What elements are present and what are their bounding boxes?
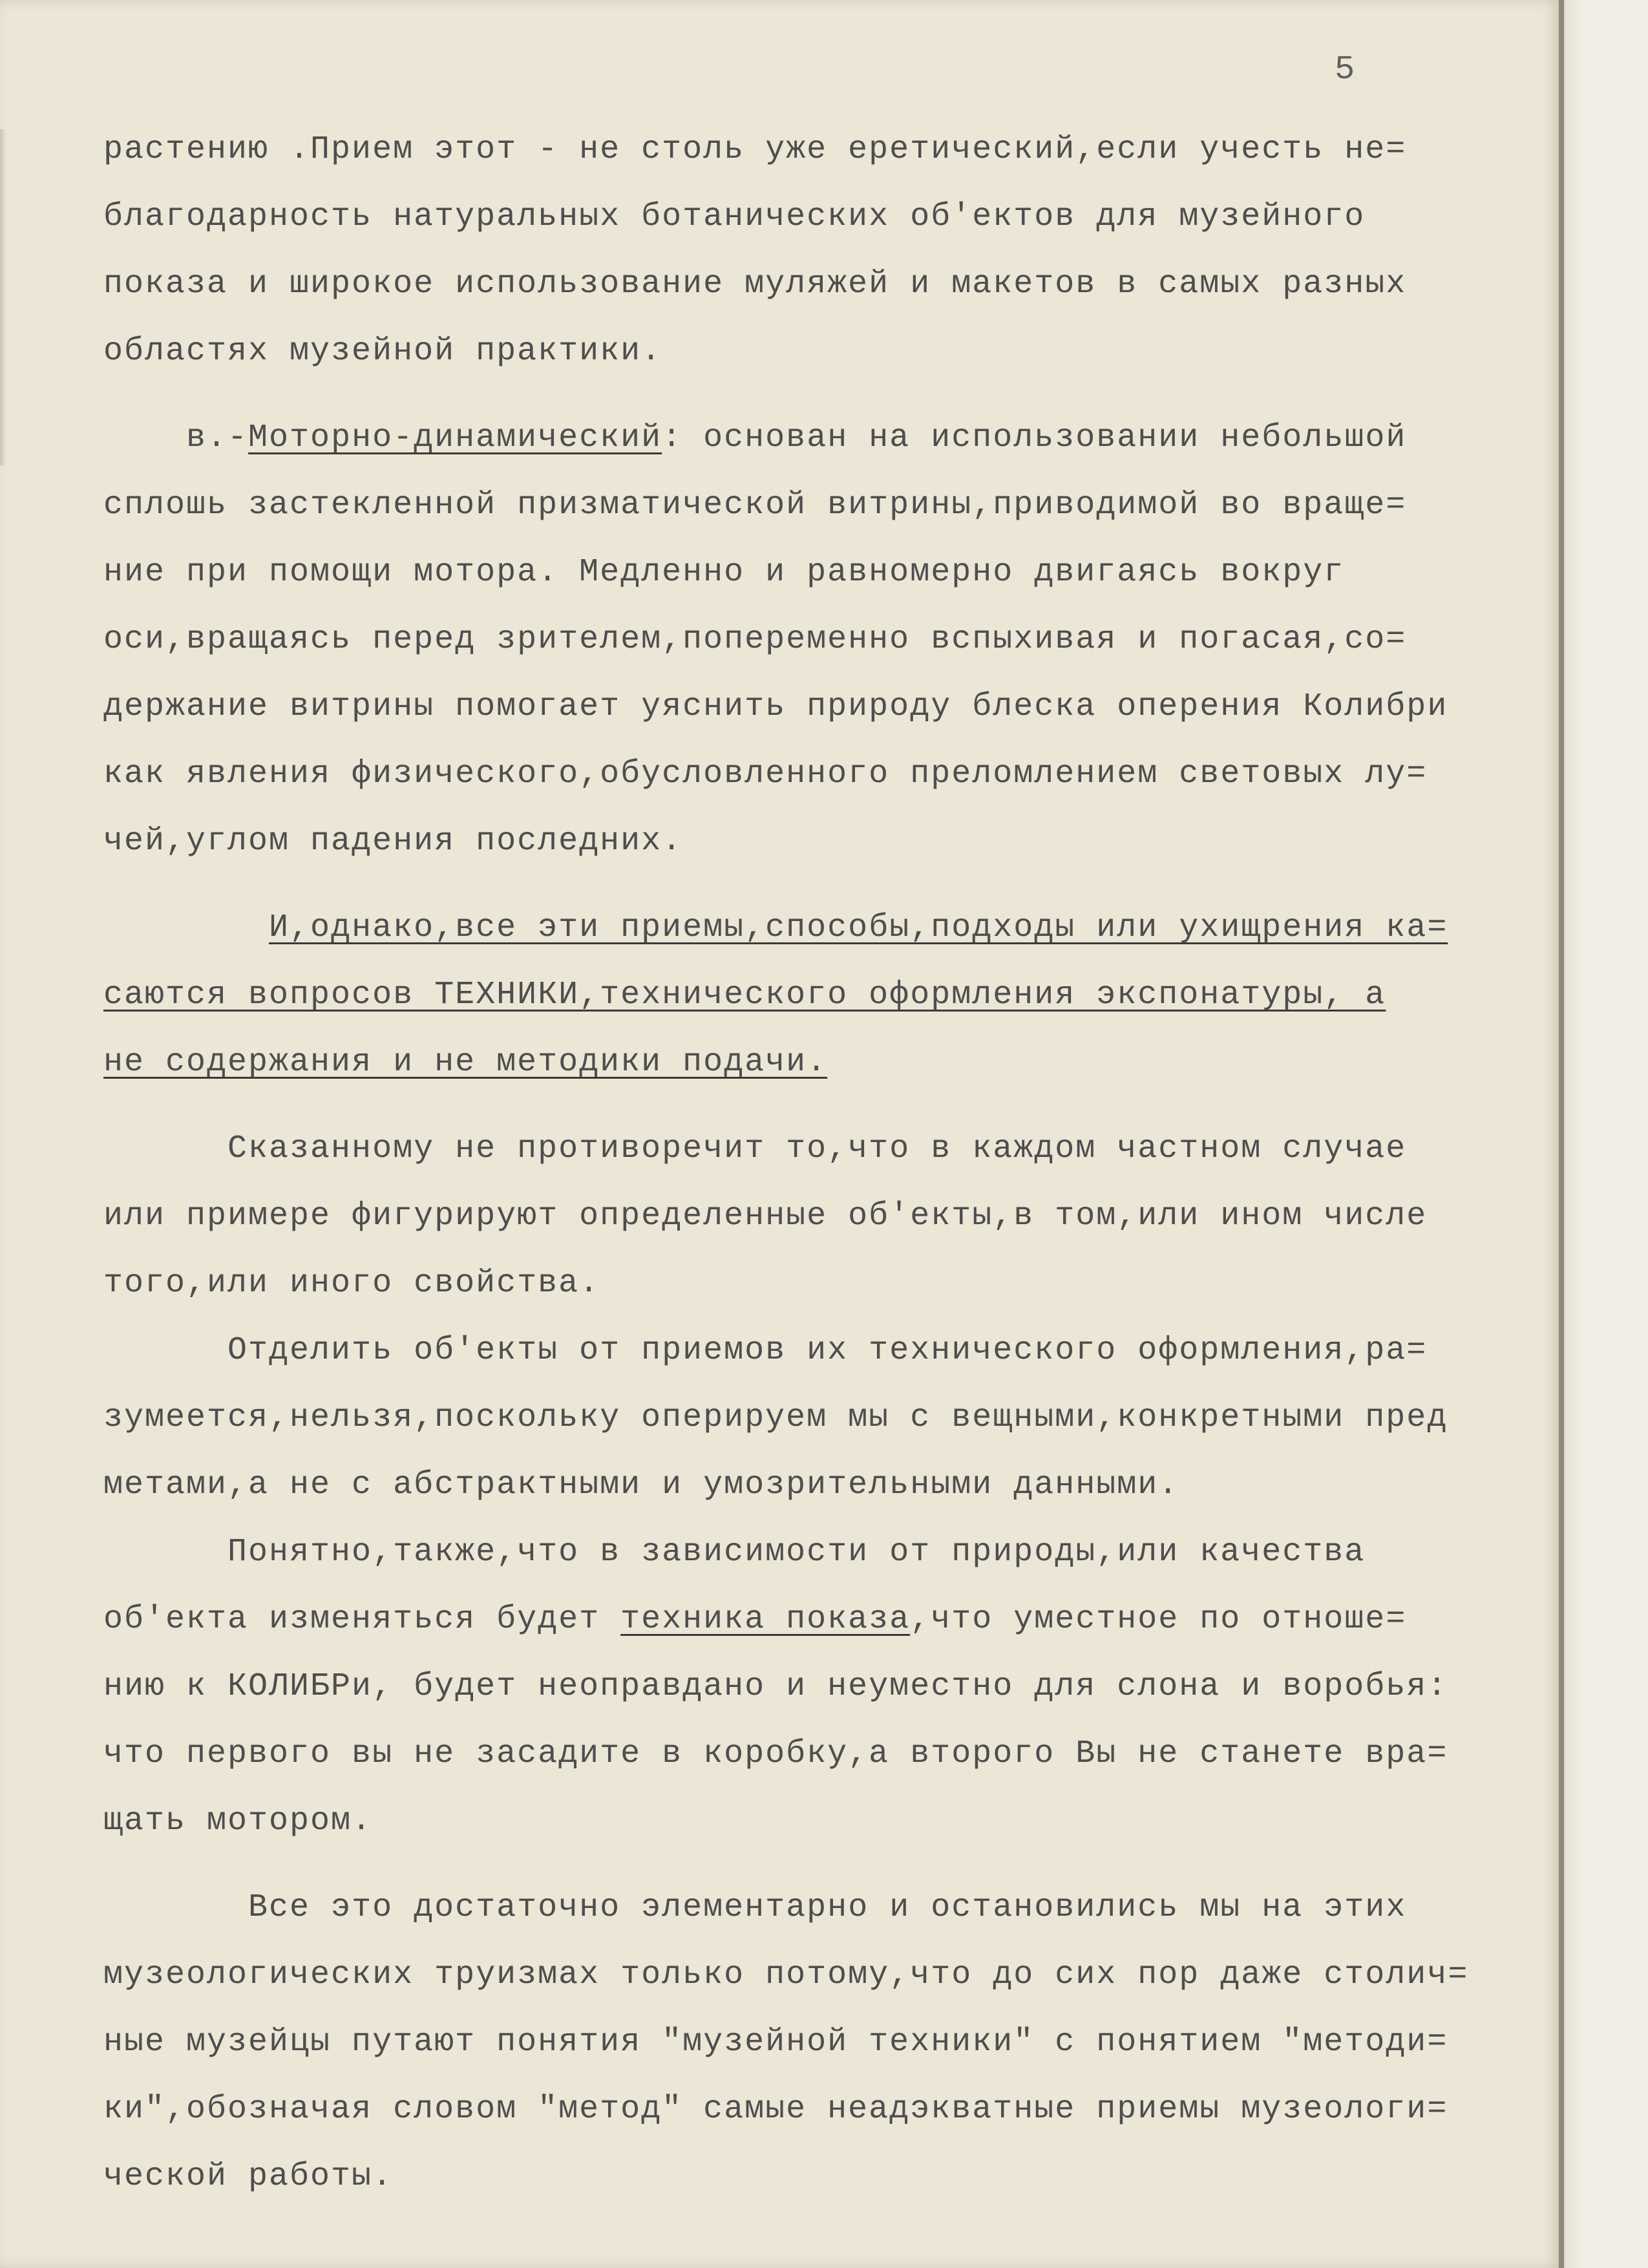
item-marker: в.- <box>186 419 249 456</box>
text-line: что первого вы не засадите в коробку,а второго Вы не станете вра= <box>103 1735 1448 1772</box>
text-line: ческой работы. <box>103 2158 394 2195</box>
text-line: ные музейцы путают понятия "музейной техники" с понятием "методи= <box>103 2024 1448 2061</box>
text-line: как явления физического,обусловленного преломлением световых лу= <box>103 756 1428 792</box>
text-line <box>103 1874 1538 1942</box>
text-line <box>103 1519 1538 1586</box>
text-line <box>103 962 1538 1029</box>
paragraph-2 <box>103 405 1538 875</box>
text-line: чей,углом падения последних. <box>103 823 683 860</box>
underlined-text: И,однако,все эти приемы,способы,подходы или ухищрения ка= <box>269 909 1448 946</box>
text-line: ки",обозначая словом "метод" самые неадэкватные приемы музеологи= <box>103 2091 1448 2128</box>
paragraph-7 <box>103 1874 1538 2210</box>
paragraph-3 <box>103 895 1538 1096</box>
text-line: областях музейной практики. <box>103 333 662 370</box>
text-line: зумеется,нельзя,поскольку оперируем мы с вещными,конкретными пред <box>103 1399 1448 1436</box>
text-line: или примере фигурируют определенные об'екты,в том,или ином числе <box>103 1198 1428 1235</box>
text-line: оси,вращаясь перед зрителем,попеременно вспыхивая и погасая,со= <box>103 621 1407 658</box>
text-line <box>103 1116 1538 1183</box>
text-fragment: Сказанному не противоречит то,что в каждом частном случае <box>227 1130 1407 1167</box>
margin-stain <box>0 129 6 465</box>
underlined-text: саются вопросов ТЕХНИКИ,технического оформления экспонатуры, а <box>103 977 1386 1013</box>
page-number: 5 <box>1335 50 1355 89</box>
text-fragment: Отделить об'екты от приемов их технического оформления,ра= <box>227 1332 1428 1369</box>
text-line: щать мотором. <box>103 1803 373 1839</box>
text-line: метами,а не с абстрактными и умозрительными данными. <box>103 1467 1179 1503</box>
text-line <box>103 405 1538 472</box>
text-line: сплошь застекленной призматической витрины,приводимой во враще= <box>103 487 1407 524</box>
text-fragment: об'екта изменяться будет <box>103 1601 621 1638</box>
typewritten-text <box>103 116 1538 2210</box>
text-fragment: ,что уместное по отноше= <box>910 1601 1407 1638</box>
adjacent-page-edge <box>1559 0 1648 2268</box>
paragraph-4 <box>103 1116 1538 1317</box>
text-line: благодарность натуральных ботанических об'ектов для музейного <box>103 198 1366 235</box>
paragraph-5 <box>103 1317 1538 1519</box>
paragraph-1 <box>103 116 1538 385</box>
text-line <box>103 895 1538 962</box>
underlined-text: не содержания и не методики подачи. <box>103 1044 828 1081</box>
text-line: растению .Прием этот - не столь уже еретический,если учесть не= <box>103 131 1407 168</box>
text-line: того,или иного свойства. <box>103 1265 600 1302</box>
binding-shadow <box>1559 0 1564 2268</box>
text-line: музеологических труизмах только потому,что до сих пор даже столич= <box>103 1956 1469 1993</box>
text-fragment: : основан на использовании небольшой <box>662 419 1407 456</box>
text-line: держание витрины помогает уяснить природу блеска оперения Колибри <box>103 688 1448 725</box>
text-line <box>103 1317 1538 1384</box>
text-line <box>103 1586 1538 1653</box>
text-line: показа и широкое использование муляжей и макетов в самых разных <box>103 266 1407 302</box>
underlined-term: Моторно-динамический <box>248 419 662 456</box>
text-line: ние при помощи мотора. Медленно и равномерно двигаясь вокруг <box>103 554 1345 591</box>
paragraph-6 <box>103 1519 1538 1855</box>
text-fragment: Все это достаточно элементарно и остановились мы на этих <box>248 1889 1407 1926</box>
text-line <box>103 1029 1538 1096</box>
underlined-term: техника показа <box>620 1601 911 1638</box>
text-line: нию к КОЛИБРи, будет неоправдано и неуместно для слона и воробья: <box>103 1668 1448 1705</box>
text-fragment: Понятно,также,что в зависимости от природы,или качества <box>227 1534 1366 1571</box>
